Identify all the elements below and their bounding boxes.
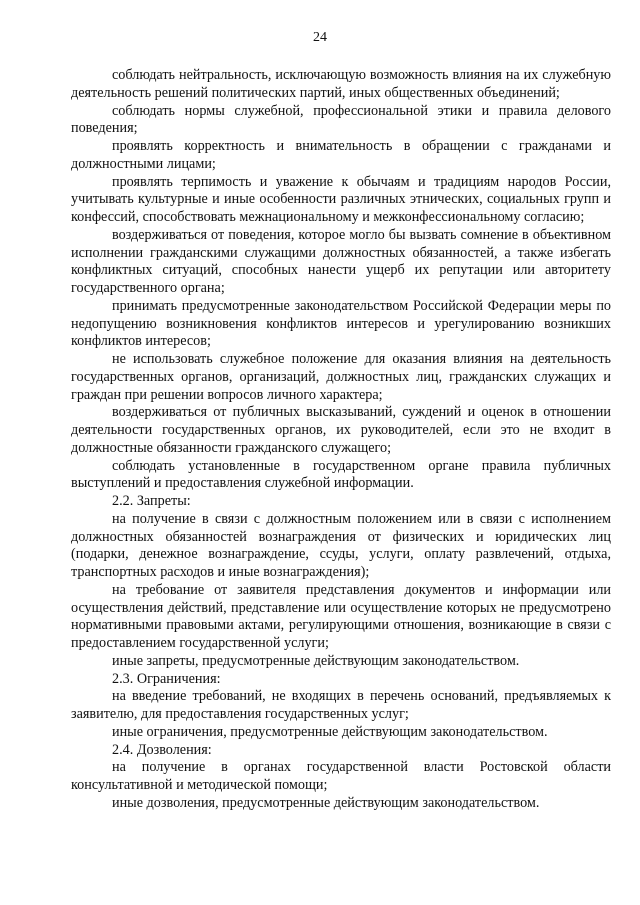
paragraph: проявлять терпимость и уважение к обычаям и традициям народов России, учитывать культурные и иные особенности различных этнических, социальных групп и конфессий, способствовать межнациональному и межконфессиональному согласию; (71, 173, 611, 225)
section-heading-2-3: 2.3. Ограничения: (112, 670, 221, 687)
page-number: 24 (313, 30, 327, 45)
section-heading-2-4: 2.4. Дозволения: (112, 741, 212, 758)
paragraph: принимать предусмотренные законодательством Российской Федерации меры по недопущению возникновения конфликтов интересов и урегулированию возникших конфликтов интересов; (71, 297, 611, 350)
paragraph: не использовать служебное положение для оказания влияния на деятельность государственных органов, организаций, должностных лиц, гражданских служащих и граждан при решении вопросов личного характера; (71, 351, 611, 403)
paragraph: иные запреты, предусмотренные действующим законодательством. (112, 652, 520, 669)
paragraph: иные дозволения, предусмотренные действующим законодательством. (112, 794, 540, 811)
paragraph: проявлять корректность и внимательность в обращении с гражданами и должностными лицами; (71, 138, 611, 172)
paragraph: соблюдать нормы служебной, профессиональной этики и правила делового поведения; (71, 102, 611, 137)
section-heading-2-2: 2.2. Запреты: (112, 493, 191, 509)
paragraph: иные ограничения, предусмотренные действующим законодательством. (112, 723, 548, 740)
paragraph: на введение требований, не входящих в перечень оснований, предъявляемых к заявителю, для предоставления государственных услуг; (71, 688, 611, 722)
paragraph: соблюдать нейтральность, исключающую возможность влияния на их служебную деятельность решений политических партий, иных общественных объединений; (71, 67, 611, 101)
paragraph: воздерживаться от публичных высказываний, суждений и оценок в отношении деятельности государственных органов, их руководителей, если это не входит в должностные обязанности гражданского служащего; (71, 404, 611, 456)
document-body (71, 67, 611, 813)
paragraph: соблюдать установленные в государственном органе правила публичных выступлений и предоставления служебной информации. (71, 457, 611, 492)
paragraph: на требование от заявителя представления документов и информации или осуществления действий, представление или осуществление которых не предусмотрено нормативными правовыми актами, регулирующими отношения, возникающие в связи с предоставлением государственной услуги; (71, 581, 611, 651)
paragraph: на получение в органах государственной власти Ростовской области консультативной и методической помощи; (71, 759, 611, 793)
paragraph: воздерживаться от поведения, которое могло бы вызвать сомнение в объективном исполнении гражданскими служащими должностных обязанностей, а также избегать конфликтных ситуаций, способных нанести ущерб их репутации или авторитету государственного органа; (71, 226, 611, 296)
paragraph: на получение в связи с должностным положением или в связи с исполнением должностных обязанностей вознаграждения от физических и юридических лиц (подарки, денежное вознаграждение, ссуды, услуги, оплату развлечений, отдыха, транспортных расходов и иные вознаграждения); (71, 510, 611, 580)
